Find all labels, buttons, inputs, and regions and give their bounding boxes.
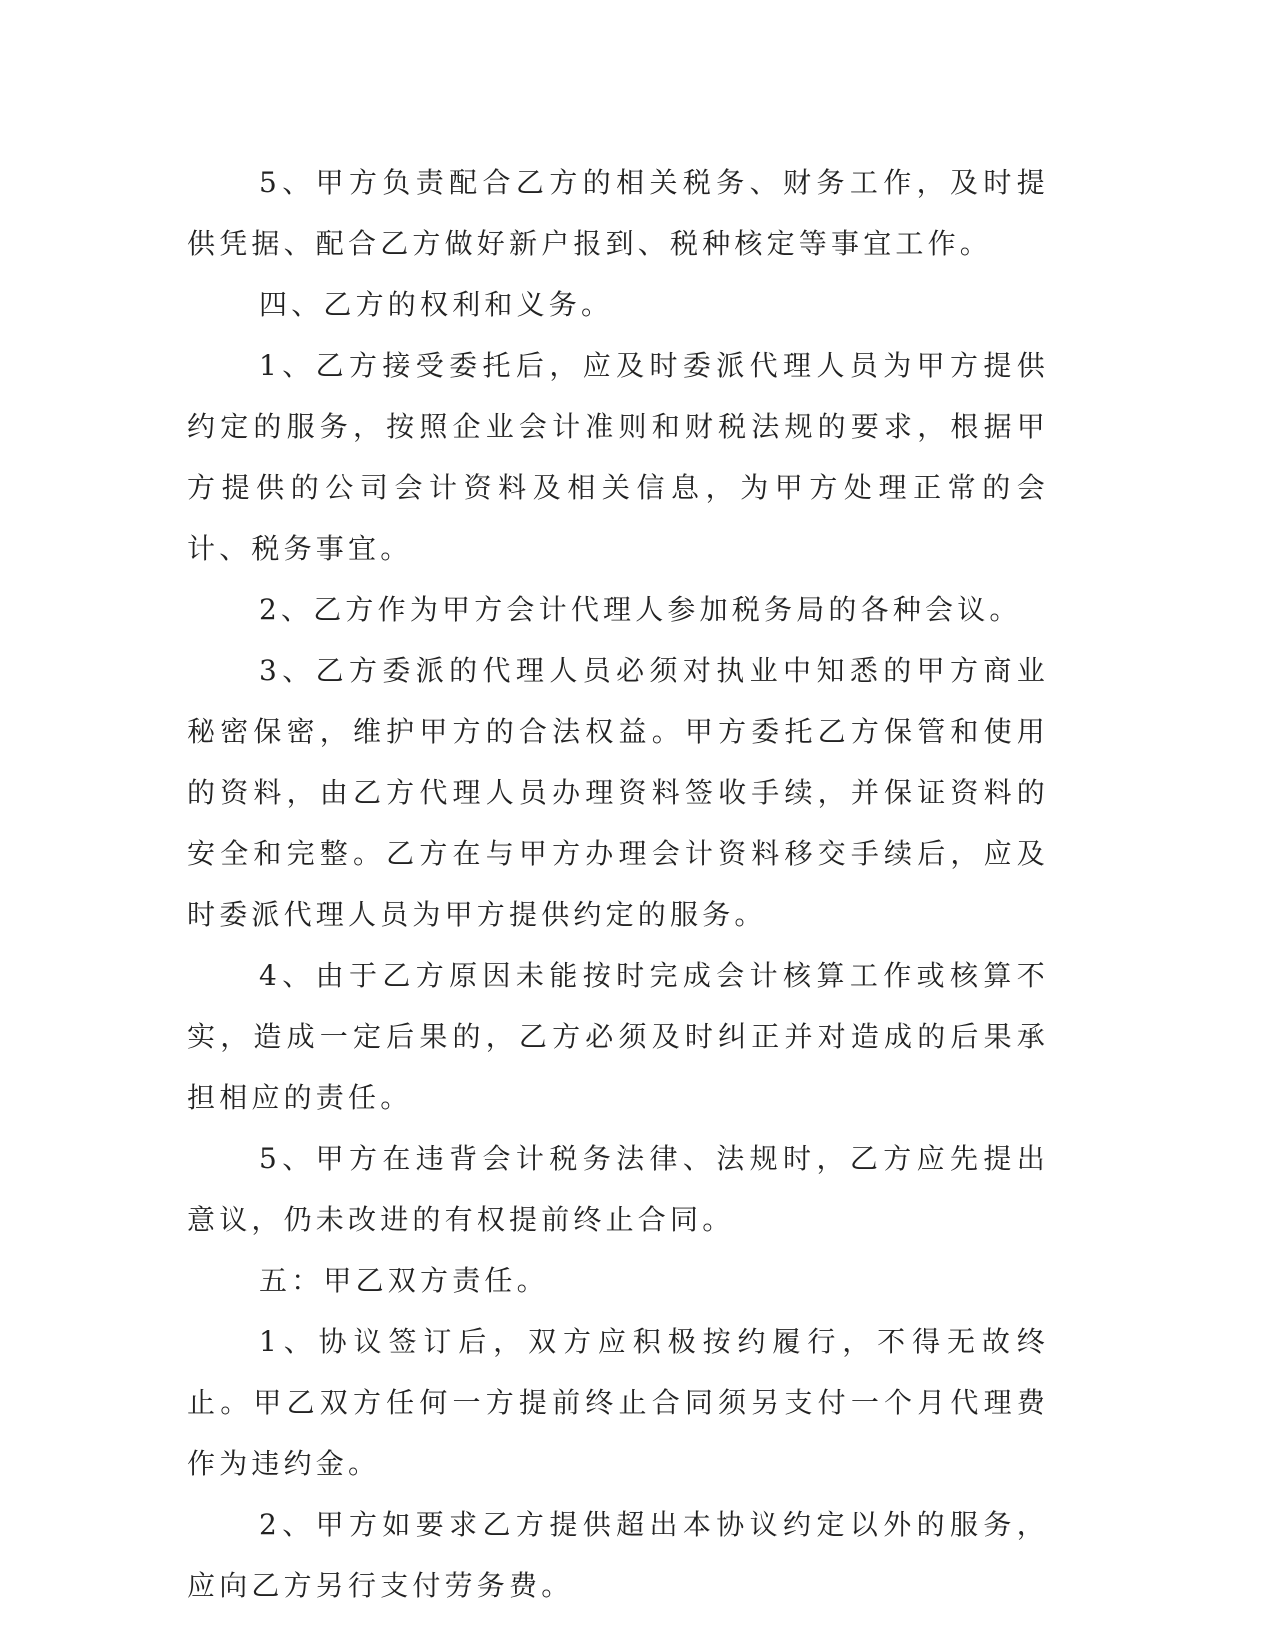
document-body xyxy=(187,152,1049,1616)
paragraph-party-b-clause-3: 3、乙方委派的代理人员必须对执业中知悉的甲方商业秘密保密，维护甲方的合法权益。甲方委托乙方保管和使用的资料，由乙方代理人员办理资料签收手续，并保证资料的安全和完整。乙方在与甲方办理会计资料移交手续后，应及时委派代理人员为甲方提供约定的服务。 xyxy=(187,654,1049,931)
paragraph-party-a-clause-5: 5、甲方负责配合乙方的相关税务、财务工作，及时提供凭据、配合乙方做好新户报到、税种核定等事宜工作。 xyxy=(187,166,1049,260)
paragraph-party-b-clause-2: 2、乙方作为甲方会计代理人参加税务局的各种会议。 xyxy=(259,593,1022,626)
paragraph-party-b-clause-1: 1、乙方接受委托后，应及时委派代理人员为甲方提供约定的服务，按照企业会计准则和财税法规的要求，根据甲方提供的公司会计资料及相关信息，为甲方处理正常的会计、税务事宜。 xyxy=(187,349,1049,565)
section-heading-5: 五：甲乙双方责任。 xyxy=(259,1264,549,1297)
section-heading-4: 四、乙方的权利和义务。 xyxy=(259,288,614,321)
paragraph-party-b-clause-5: 5、甲方在违背会计税务法律、法规时，乙方应先提出意议，仍未改进的有权提前终止合同。 xyxy=(187,1142,1049,1236)
paragraph-responsibility-clause-2: 2、甲方如要求乙方提供超出本协议约定以外的服务，应向乙方另行支付劳务费。 xyxy=(187,1508,1049,1602)
paragraph-party-b-clause-4: 4、由于乙方原因未能按时完成会计核算工作或核算不实，造成一定后果的，乙方必须及时纠正并对造成的后果承担相应的责任。 xyxy=(187,959,1049,1114)
paragraph-responsibility-clause-1: 1、协议签订后，双方应积极按约履行，不得无故终止。甲乙双方任何一方提前终止合同须另支付一个月代理费作为违约金。 xyxy=(187,1325,1049,1480)
